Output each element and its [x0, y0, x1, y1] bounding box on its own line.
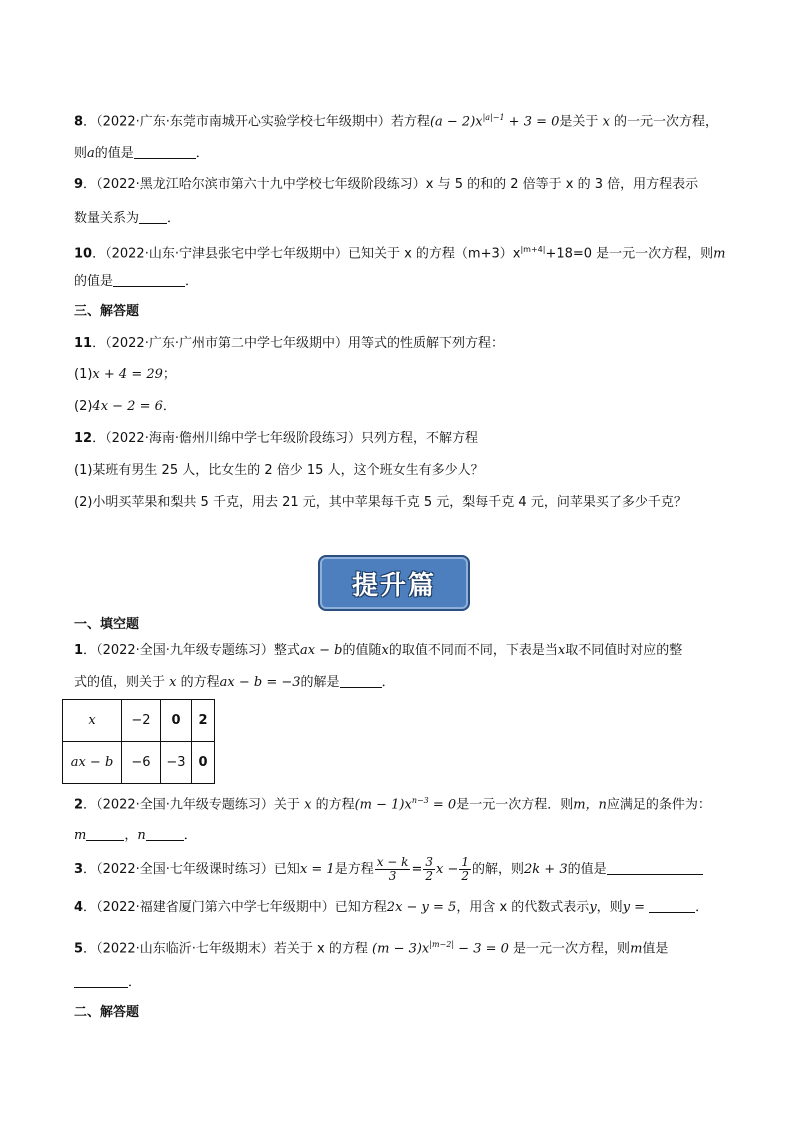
equation: (a − 2)x	[429, 114, 483, 130]
question-number: 2	[74, 797, 84, 813]
question-number: 10	[74, 246, 93, 262]
question-number: 11	[74, 336, 93, 351]
question-9-line2: 数量关系为 ．	[74, 211, 181, 226]
question-9: 9．（2022·黑龙江哈尔滨市第六十九中学校七年级阶段练习）x 与 5 的和的 2 倍等于 x 的 3 倍，用方程表示	[74, 177, 699, 192]
question-number: 12	[74, 431, 93, 446]
question-source: （2022·广东·东莞市南城开心实验学校七年级期中）	[96, 114, 391, 130]
question-number: 4	[74, 900, 84, 915]
question-8-line2: 则a的值是 ．	[74, 146, 209, 161]
table-cell: −6	[122, 742, 161, 784]
problem-5: 5．（2022·山东临沂·七年级期末）若关于 x 的方程 $(m - 3)x^{|m-2|} - 3 = 0$ 是一元一次方程，则m值是	[74, 940, 669, 957]
table-cell: ax − b	[63, 742, 122, 784]
table-cell: 2	[192, 700, 215, 742]
answer-blank[interactable]	[340, 673, 382, 688]
question-number: 8	[74, 114, 84, 130]
table-cell: −2	[122, 700, 161, 742]
problem-4: 4．（2022·福建省厦门第六中学七年级期中）已知方程2x − y = 5，用含 x 的代数式表示y，则y = ．	[74, 900, 709, 915]
answer-blank[interactable]	[139, 209, 167, 224]
question-source: （2022·全国·九年级专题练习）	[96, 643, 274, 658]
question-11: 11．（2022·广东·广州市第二中学七年级期中）用等式的性质解下列方程：	[74, 336, 504, 351]
value-table	[62, 699, 215, 784]
question-number: 9	[74, 177, 84, 192]
question-11-part2: (2)4x − 2 = 6．	[74, 399, 176, 414]
question-10-line2: 的值是 ．	[74, 274, 199, 289]
table-cell: 0	[161, 700, 192, 742]
question-12: 12．（2022·海南·儋州川绵中学七年级阶段练习）只列方程，不解方程	[74, 431, 478, 446]
table-cell: x	[63, 700, 122, 742]
answer-blank[interactable]	[134, 144, 196, 159]
fraction: $\frac{1}{2}$	[461, 855, 469, 883]
question-source: （2022·山东临沂·七年级期末）	[96, 941, 274, 957]
question-number: 3	[74, 862, 84, 877]
question-source: （2022·福建省厦门第六中学七年级期中）	[96, 900, 335, 915]
question-number: 1	[74, 643, 84, 658]
problem-1-line2: 式的值，则关于 x 的方程ax − b = −3的解是 ．	[74, 675, 395, 690]
question-11-part1: (1)x + 4 = 29；	[74, 367, 176, 382]
fraction: $\frac{x - k}{3}$	[376, 855, 409, 883]
question-source: （2022·全国·七年级课时练习）	[96, 862, 274, 877]
answer-blank[interactable]	[74, 973, 128, 988]
section-heading: 一、填空题	[74, 617, 140, 632]
question-source: （2022·海南·儋州川绵中学七年级阶段练习）	[105, 431, 361, 446]
question-10: 10．（2022·山东·宁津县张宅中学七年级期中）已知关于 x 的方程$(m+3)x^{|m+4|}+18=0$ 是一元一次方程，则m	[74, 245, 726, 262]
problem-3: 3．（2022·全国·七年级课时练习）已知x = 1是方程 $\frac{x - k}{3}$ = $\frac{3}{2}$ x − $\frac{1}{2}$ 的解，则2k + 3的值是	[74, 855, 703, 885]
answer-blank[interactable]	[649, 898, 695, 913]
problem-2-line2: m ，n ．	[74, 828, 197, 843]
question-source: （2022·广东·广州市第二中学七年级期中）	[105, 336, 348, 351]
answer-blank[interactable]	[607, 860, 703, 875]
question-12-part2: (2)小明买苹果和梨共 5 千克，用去 21 元，其中苹果每千克 5 元，梨每千克 4 元，问苹果买了多少千克？	[74, 495, 687, 510]
answer-blank[interactable]	[146, 826, 184, 841]
section-heading: 三、解答题	[74, 304, 140, 319]
section-heading: 二、解答题	[74, 1005, 140, 1020]
question-8: 8．（2022·广东·东莞市南城开心实验学校七年级期中）若方程$(a - 2)x^{|a|-1} + 3 = 0$是关于 x 的一元一次方程，	[74, 113, 719, 130]
table-row	[63, 742, 215, 784]
answer-blank[interactable]	[113, 272, 185, 287]
question-source: （2022·全国·九年级专题练习）	[96, 797, 274, 813]
fraction: $\frac{3}{2}$	[425, 855, 433, 883]
question-12-part1: (1)某班有男生 25 人，比女生的 2 倍少 15 人，这个班女生有多少人？	[74, 463, 484, 478]
answer-blank[interactable]	[86, 826, 124, 841]
problem-1: 1．（2022·全国·九年级专题练习）整式ax − b的值随x的取值不同而不同，下表是当x取不同值时对应的整	[74, 643, 683, 658]
table-row	[63, 700, 215, 742]
problem-2: 2．（2022·全国·九年级专题练习）关于 x 的方程$(m - 1)x^{n-3} = 0$是一元一次方程．则m，n应满足的条件为：	[74, 796, 711, 813]
question-source: （2022·黑龙江哈尔滨市第六十九中学校七年级阶段练习）	[96, 177, 426, 192]
table-cell: −3	[161, 742, 192, 784]
table-cell: 0	[192, 742, 215, 784]
problem-5-line2: ．	[74, 973, 141, 993]
section-badge: 提升篇	[318, 555, 470, 611]
question-source: （2022·山东·宁津县张宅中学七年级期中）	[105, 246, 348, 262]
question-number: 5	[74, 941, 84, 957]
